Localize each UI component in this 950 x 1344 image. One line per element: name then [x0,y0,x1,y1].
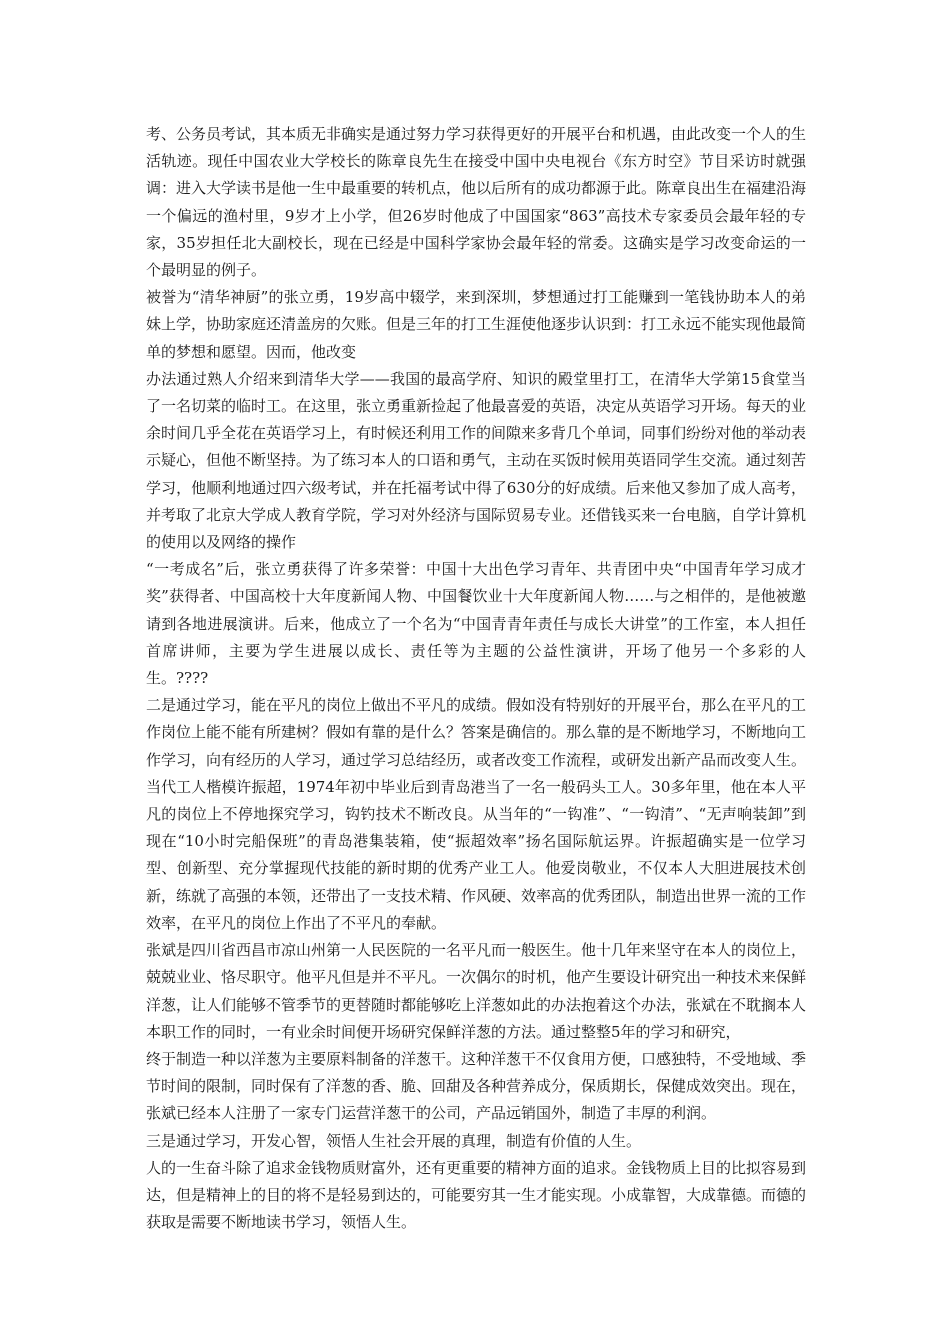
paragraph-8: 三是通过学习，开发心智，领悟人生社会开展的真理，制造有价值的人生。 [146,1131,642,1150]
paragraph-2: 被誉为“清华神厨”的张立勇，19岁高中辍学，来到深圳，梦想通过打工能赚到一笔钱协助本人的弟妹上学，协助家庭还清盖房的欠账。但是三年的打工生涯使他逐步认识到：打工永远不能实现他最简单的梦想和愿望。因而，他改变 [146,288,807,361]
document-body [146,121,806,1236]
paragraph-3: 办法通过熟人介绍来到清华大学——我国的最高学府、知识的殿堂里打工，在清华大学第15食堂当了一名切菜的临时工。在这里，张立勇重新捡起了他最喜爱的英语，决定从英语学习开场。每天的业余时间几乎全花在英语学习上，有时候还利用工作的间隙来多背几个单词，同事们纷纷对他的举动表示疑心，但他不断坚持。为了练习本人的口语和勇气，主动在买饭时候用英语同学生交流。通过刻苦学习，他顺利地通过四六级考试，并在托福考试中得了630分的好成绩。后来他又参加了成人高考，并考取了北京大学成人教育学院，学习对外经济与国际贸易专业。还借钱买来一台电脑，自学计算机的使用以及网络的操作 [146,369,807,552]
paragraph-4: “一考成名”后，张立勇获得了许多荣誉：中国十大出色学习青年、共青团中央“中国青年学习成才奖”获得者、中国高校十大年度新闻人物、中国餐饮业十大年度新闻人物……与之相伴的，是他被邀请到各地进展演讲。后来，他成立了一个名为“中国青青年责任与成长大讲堂”的工作室，本人担任首席讲师，主要为学生进展以成长、责任等为主题的公益性演讲，开场了他另一个多彩的人生。???? [146,560,806,688]
paragraph-9: 人的一生奋斗除了追求金钱物质财富外，还有更重要的精神方面的追求。金钱物质上目的比拟容易到达，但是精神上的目的将不是轻易到达的，可能要穷其一生才能实现。小成靠智，大成靠德。而德的获取是需要不断地读书学习，领悟人生。 [146,1158,807,1232]
paragraph-7: 终于制造一种以洋葱为主要原料制备的洋葱干。这种洋葱干不仅食用方便，口感独特，不受地域、季节时间的限制，同时保有了洋葱的香、脆、回甜及各种营养成分，保质期长，保健成效突出。现在，张斌已经本人注册了一家专门运营洋葱干的公司，产品远销国外，制造了丰厚的利润。 [146,1049,807,1123]
paragraph-1: 考、公务员考试，其本质无非确实是通过努力学习获得更好的开展平台和机遇，由此改变一个人的生活轨迹。现任中国农业大学校长的陈章良先生在接受中国中央电视台《东方时空》节目采访时就强调：进入大学读书是他一生中最重要的转机点，他以后所有的成功都源于此。陈章良出生在福建沿海一个偏远的渔村里，9岁才上小学，但26岁时他成了中国国家“863”高技术专家委员会最年轻的专家，35岁担任北大副校长，现在已经是中国科学家协会最年轻的常委。这确实是学习改变命运的一个最明显的例子。 [146,125,807,280]
paragraph-6: 张斌是四川省西昌市凉山州第一人民医院的一名平凡而一般医生。他十几年来坚守在本人的岗位上，兢兢业业、恪尽职守。他平凡但是并不平凡。一次偶尔的时机，他产生要设计研究出一种技术来保鲜洋葱，让人们能够不管季节的更替随时都能够吃上洋葱如此的办法抱着这个办法，张斌在不耽搁本人本职工作的同时，一有业余时间便开场研究保鲜洋葱的方法。通过整整5年的学习和研究， [146,941,807,1041]
paragraph-5: 二是通过学习，能在平凡的岗位上做出不平凡的成绩。假如没有特别好的开展平台，那么在平凡的工作岗位上能不能有所建树？假如有靠的是什么？答案是确信的。那么靠的是不断地学习，不断地向工作学习，向有经历的人学习，通过学习总结经历，或者改变工作流程，或研发出新产品而改变人生。当代工人楷模许振超，1974年初中毕业后到青岛港当了一名一般码头工人。30多年里，他在本人平凡的岗位上不停地探究学习，钩钓技术不断改良。从当年的“一钩准”、“一钩清”、“无声响装卸”到现在“10小时完船保班”的青岛港集装箱，使“振超效率”扬名国际航运界。许振超确实是一位学习型、创新型、充分掌握现代技能的新时期的优秀产业工人。他爱岗敬业，不仅本人大胆进展技术创新，练就了高强的本领，还带出了一支技术精、作风硬、效率高的优秀团队，制造出世界一流的工作效率，在平凡的岗位上作出了不平凡的奉献。 [146,696,807,932]
